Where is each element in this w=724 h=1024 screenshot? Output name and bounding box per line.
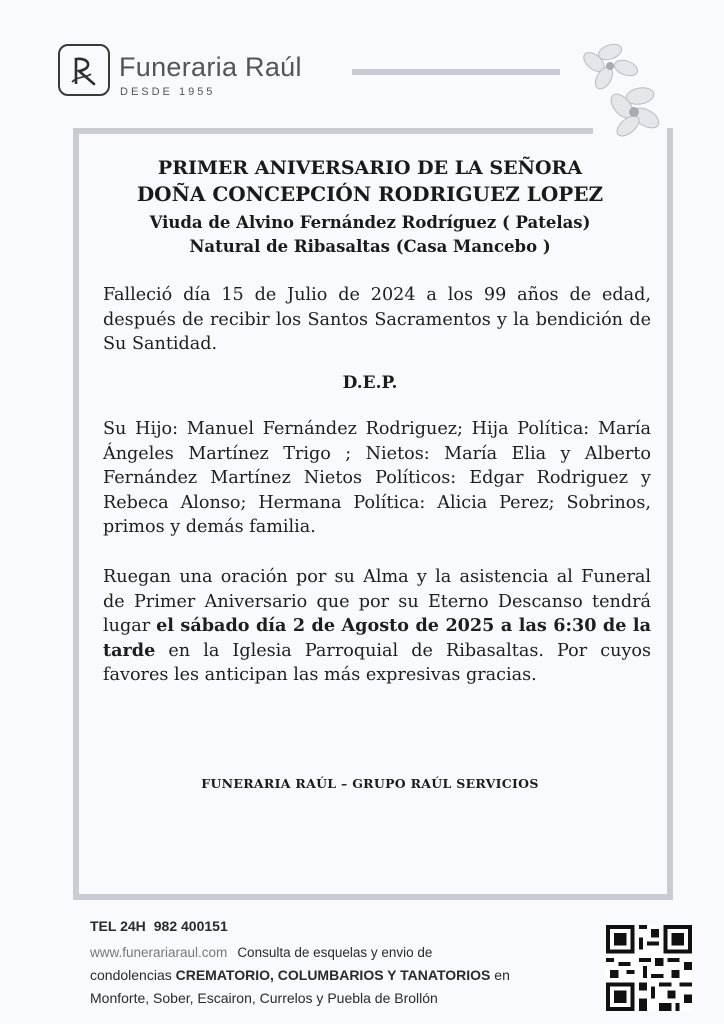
funeral-text-part1: Ruegan una oración por su Alma y la asistencia al Funeral de Primer Aniversario que por su Eterno Descanso tendrá lugar — [103, 567, 651, 636]
notice-subtitle-line1: Viuda de Alvino Fernández Rodríguez ( Patelas) — [149, 213, 591, 232]
notice-signature: FUNERARIA RAÚL – GRUPO RAÚL SERVICIOS — [201, 776, 539, 791]
contact-line2-prefix: condolencias — [90, 967, 176, 983]
notice-subtitle-line2: Natural de Ribasaltas (Casa Mancebo ) — [189, 237, 551, 256]
contact-line1: Consulta de esquelas y envio de — [237, 945, 433, 960]
qr-code-icon[interactable] — [606, 925, 692, 1011]
dep-heading: D.E.P. — [342, 373, 398, 393]
frame-top-bar — [352, 69, 560, 75]
website-row — [90, 945, 432, 960]
funeral-text-part2: en la Iglesia Parroquial de Ribasaltas. Por cuyos favores les anticipan las más expresivas gracias. — [103, 640, 651, 685]
tel-number[interactable]: 982 400151 — [153, 918, 228, 934]
brand-name: Funeraria Raúl — [119, 52, 302, 82]
death-paragraph: Falleció día 15 de Julio de 2024 a los 99 años de edad, después de recibir los Santos Sacramentos y la bendición de Su Santidad. — [103, 285, 651, 354]
frame-bottom-border — [73, 894, 673, 900]
funeraria-logo-icon — [58, 44, 110, 96]
frame-right-border — [667, 128, 673, 900]
family-paragraph: Su Hijo: Manuel Fernández Rodriguez; Hija Política: María Ángeles Martínez Trigo ; Nietos: María Elia y Alberto Fernández Martínez Nietos Políticos: Edgar Rodriguez y Rebeca Alonso; Hermana Política: Alicia Perez; Sobrinos, primos y demás familia. — [103, 419, 651, 537]
frame-left-border — [73, 128, 79, 900]
flowers-decoration-icon — [560, 34, 670, 139]
website-link[interactable]: www.funerariaraul.com — [90, 945, 228, 960]
telephone-row — [90, 918, 228, 934]
contact-line3: Monforte, Sober, Escairon, Currelos y Puebla de Brollón — [90, 990, 438, 1006]
funeral-date-bold: el sábado día 2 de Agosto de 2025 a las 6:30 de la tarde — [103, 615, 651, 661]
brand-since: DESDE 1955 — [120, 86, 216, 98]
notice-title-line2: DOÑA CONCEPCIÓN RODRIGUEZ LOPEZ — [136, 182, 604, 206]
tel-label: TEL 24H — [90, 918, 146, 934]
frame-top-border — [73, 128, 593, 134]
contact-line2-suffix: en — [490, 967, 510, 983]
notice-title-line1: PRIMER ANIVERSARIO DE LA SEÑORA — [157, 157, 583, 179]
contact-line2 — [90, 967, 510, 983]
funeral-paragraph — [103, 565, 651, 688]
contact-line2-bold: CREMATORIO, COLUMBARIOS Y TANATORIOS — [175, 967, 491, 983]
